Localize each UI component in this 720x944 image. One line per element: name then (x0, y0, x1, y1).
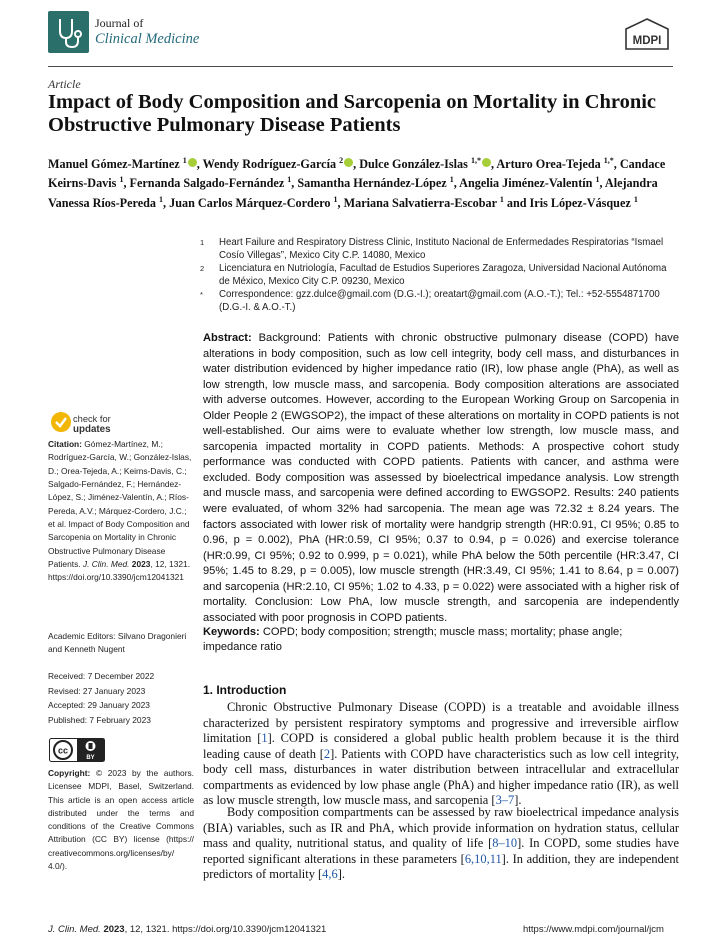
dates-block (48, 669, 194, 727)
author-affiliation-mark: 2 (339, 156, 344, 165)
accepted-date: Accepted: 29 January 2023 (48, 700, 150, 711)
check-label-line1: check for (73, 414, 111, 424)
footer-journal-url[interactable]: https://www.mdpi.com/journal/jcm (523, 924, 664, 935)
published-date: Published: 7 February 2023 (48, 714, 151, 725)
citation-label: Citation: (48, 439, 82, 449)
author-list: Manuel Gómez-Martínez $^1$ , Wendy Rodríguez-García $^2$ , Dulce González-Islas $^{1,*}$ , Arturo Orea-Tejeda $^{1,*}$, Candace Keirns-Davis $^1$, Fernanda Salgado-Fernández $^1$, Samantha Hernández-López $^1$, Angelia Jiménez-Valentín $^1$, Alejandra Vanessa Ríos-Pereda $^1$, Juan Carlos Márquez-Cordero $^1$, Mariana Salvatierra-Escobar $^1$ and Iris López-Vásquez $^1$ (48, 156, 666, 210)
intro-paragraph-2 (203, 805, 679, 883)
author-name[interactable]: Samantha Hernández-López (297, 176, 447, 191)
affiliation-text: Correspondence: gzz.dulce@gmail.com (D.G.-I.); oreatart@gmail.com (A.O.-T.); Tel.: +52-5554871700 (D.G.-I. & A.O.-T.) (219, 289, 660, 313)
received-date: Received: 7 December 2022 (48, 671, 155, 681)
author-name[interactable]: Angelia Jiménez-Valentín (459, 176, 593, 191)
citation-journal: J. Clin. Med. (82, 559, 130, 570)
header-divider (48, 66, 673, 67)
abstract-label: Abstract: (203, 332, 252, 344)
reference-link[interactable]: 6,10,11 (464, 851, 502, 866)
affiliation-1 (200, 236, 678, 262)
footer-journal: J. Clin. Med. (48, 924, 101, 935)
footer-doi[interactable]: , 12, 1321. https://doi.org/10.3390/jcm12041321 (124, 924, 327, 935)
reference-link[interactable]: 1 (261, 731, 268, 746)
article-title: Impact of Body Composition and Sarcopenia on Mortality in Chronic Obstructive Pulmonary Disease Patients (48, 91, 657, 136)
author-name[interactable]: Fernanda Salgado-Fernández (129, 176, 285, 191)
section-heading: 1. Introduction (203, 683, 287, 697)
author-name[interactable]: Wendy Rodríguez-García (202, 157, 337, 172)
journal-name-line1: Journal of (95, 16, 144, 30)
affiliation-2 (200, 262, 678, 288)
author-name[interactable]: Candace Keirns-Davis (48, 157, 666, 191)
footer-citation (48, 924, 326, 935)
mdpi-logo (622, 17, 672, 51)
paragraph-text: ]. (337, 867, 345, 882)
author-name[interactable]: Manuel Gómez-Martínez (48, 157, 180, 172)
author-affiliation-mark: 1 (182, 156, 187, 165)
author-affiliation-mark: 1 (499, 194, 504, 204)
correspondence (200, 288, 678, 314)
keywords (203, 625, 679, 655)
author-name[interactable]: Juan Carlos Márquez-Cordero (169, 195, 331, 210)
paragraph-text: Chronic Obstructive Pulmonary Disease (COPD) is a treatable and avoidable illness characterized by persistent respiratory symptoms and progressive and irreversible airflow limitation [ (203, 700, 679, 746)
author-affiliation-mark: 1,* (470, 156, 481, 165)
reference-link[interactable]: 8–10 (492, 836, 518, 851)
orcid-icon[interactable] (482, 158, 491, 167)
author-name[interactable]: Mariana Salvatierra-Escobar (343, 195, 497, 210)
author-affiliation-mark: 1,* (603, 156, 614, 165)
citation-year: 2023 (131, 559, 151, 570)
cc-label: BY (86, 755, 95, 761)
copyright-text: © 2023 by the authors. Licensee MDPI, Basel, Switzerland. This article is an open access article distributed under the terms and conditions of the Creative Commons Attribution (CC BY) license (https:// creativecommons.org/licenses/by/ 4.0/). (48, 768, 195, 872)
author-affiliation-mark: 1 (159, 194, 164, 204)
journal-name-line2: Clinical Medicine (95, 31, 200, 47)
paragraph-text: ]. (514, 793, 522, 808)
publisher-name: MDPI (632, 35, 662, 47)
article-type: Article (48, 77, 81, 91)
affiliation-text: Licenciatura en Nutriología, Facultad de Estudios Superiores Zaragoza, Universidad Nacional Autónoma de México, Mexico City C.P. 09230, Mexico (219, 263, 667, 287)
affiliation-number: 1 (200, 238, 205, 247)
author-name[interactable]: Dulce González-Islas (359, 157, 468, 172)
author-affiliation-mark: 1 (119, 175, 124, 185)
citation-block (48, 438, 194, 585)
keywords-label: Keywords: (203, 626, 260, 638)
affiliation-number: * (200, 290, 203, 299)
affiliation-number: 2 (200, 264, 205, 273)
paragraph-text: Body composition compartments can be assessed by raw bioelectrical impedance analysis (BIA) variables, such as IR and PhA, which provide information on hydration status, cellular mass and quality, nutritional status, and quality of life [ (203, 805, 679, 851)
reference-link[interactable]: 4,6 (322, 867, 338, 882)
paragraph-text: ]. COPD is considered a global public health problem because it is the third leading cause of death [ (203, 731, 679, 761)
journal-logo (48, 11, 89, 53)
stethoscope-icon (48, 11, 89, 53)
copyright-label: Copyright: (48, 768, 91, 778)
author-affiliation-mark: 1 (333, 194, 338, 204)
affiliation-text: Heart Failure and Respiratory Distress Clinic, Instituto Nacional de Enfermedades Respiratorias “Ismael Cosío Villegas”, Mexico City C.P. 14080, Mexico (219, 237, 664, 261)
author-affiliation-mark: 1 (633, 194, 638, 204)
revised-date: Revised: 27 January 2023 (48, 685, 146, 696)
intro-paragraph-1 (203, 700, 679, 809)
keywords-text: COPD; body composition; strength; muscle mass; mortality; phase angle; impedance ratio (203, 626, 623, 653)
svg-text:cc: cc (57, 745, 69, 756)
citation-text: Gómez-Martínez, M.; Rodríguez-García, W.; González-Islas, D.; Orea-Tejeda, A.; Keirns-Davis, C.; Salgado-Fernández, F.; Hernández-López, S.; Jiménez-Valentín, A.; Ríos-Pereda, A.V.; Márquez-Cordero, J.C.; et al. Impact of Body Composition and Sarcopenia on Mortality in Chronic Obstructive Pulmonary Disease Patients. (48, 439, 192, 570)
paragraph-text: ]. In COPD, some studies have reported significant alterations in these parameters [ (203, 836, 679, 866)
author-name[interactable]: and Iris López-Vásquez (506, 195, 631, 210)
reference-link[interactable]: 2 (323, 746, 331, 761)
author-name[interactable]: Alejandra Vanessa Ríos-Pereda (48, 176, 658, 210)
paragraph-text: ]. In addition, they are independent predictors of mortality [ (203, 851, 679, 882)
author-name[interactable]: Arturo Orea-Tejeda (496, 157, 601, 172)
check-for-updates-icon[interactable] (50, 411, 72, 433)
cc-by-license-icon[interactable] (49, 738, 105, 762)
citation-tail[interactable]: , 12, 1321. https://doi.org/10.3390/jcm12041321 (48, 559, 191, 583)
author-affiliation-mark: 1 (287, 175, 292, 185)
abstract-text: Background: Patients with chronic obstructive pulmonary disease (COPD) have alterations in body composition, such as low cell integrity, body cell mass, and disturbances in water distribution evidenced by higher impedance ratio (IR), low phase angle (PhA), as well as low strength, low muscle mass, and sarcopenia. Body composition alterations are associated with adverse outcomes. However, according to the European Working Group on Sarcopenia in Older People 2 (EWGSOP2), the impact of these alterations on mortality in COPD patients is not well-established. Our aims were to evaluate whether low strength, low muscle mass, and sarcopenia impacted mortality in COPD patients. Methods: A prospective cohort study performance was conducted with COPD patients. Patients with cancer, and asthma were excluded. Body composition was assessed by bioelectrical impedance analysis. Low strength and muscle mass, and sarcopenia were defined according to EWGSOP2. Results: 240 patients were evaluated, of whom 32% had sarcopenia. The mean age was 72.32 ± 8.24 years. The factors associated with lower risk of mortality were handgrip strength (HR:0.91, CI 95%; 0.85 to 0.96, p = 0.002), PhA (HR:0.59, CI 95%; 0.37 to 0.94, p = 0.026) and exercise tolerance (HR:0.99, CI 95%; 0.92 to 0.999, p = 0.021), while PhA below the 50th percentile (HR:3.47, CI 95%; 1.45 to 8.29, p = 0.005), low muscle strength (HR:3.49, CI 95%; 1.41 to 8.64, p = 0.007) and sarcopenia (HR:2.10, CI 95%; 1.02 to 4.33, p = 0.022) were associated with a higher risk of mortality. Conclusion: Low PhA, low muscle strength, and sarcopenia are independently associated with poor prognosis in COPD patients. (203, 332, 679, 624)
reference-link[interactable]: 3–7 (495, 793, 515, 808)
abstract (203, 331, 679, 626)
author-affiliation-mark: 1 (595, 175, 600, 185)
paragraph-text: ]. Patients with COPD have characteristics such as low cell integrity, body cell mass, disturbances in water distribution between intracellular and extracellular compartments as evidenced by low phase angle (PhA) and higher impedance ratio (IR), as well as low muscle strength, low muscle mass, and sarcopenia [ (203, 746, 679, 808)
author-affiliation-mark: 1 (449, 175, 454, 185)
orcid-icon[interactable] (188, 158, 197, 167)
check-for-updates-link[interactable] (73, 414, 111, 435)
copyright-notice (48, 767, 194, 873)
academic-editors: Academic Editors: Silvano Dragonieri and Kenneth Nugent (48, 631, 187, 655)
footer-year: 2023 (103, 924, 125, 935)
orcid-icon[interactable] (344, 158, 353, 167)
check-label-line2: updates (73, 424, 111, 435)
